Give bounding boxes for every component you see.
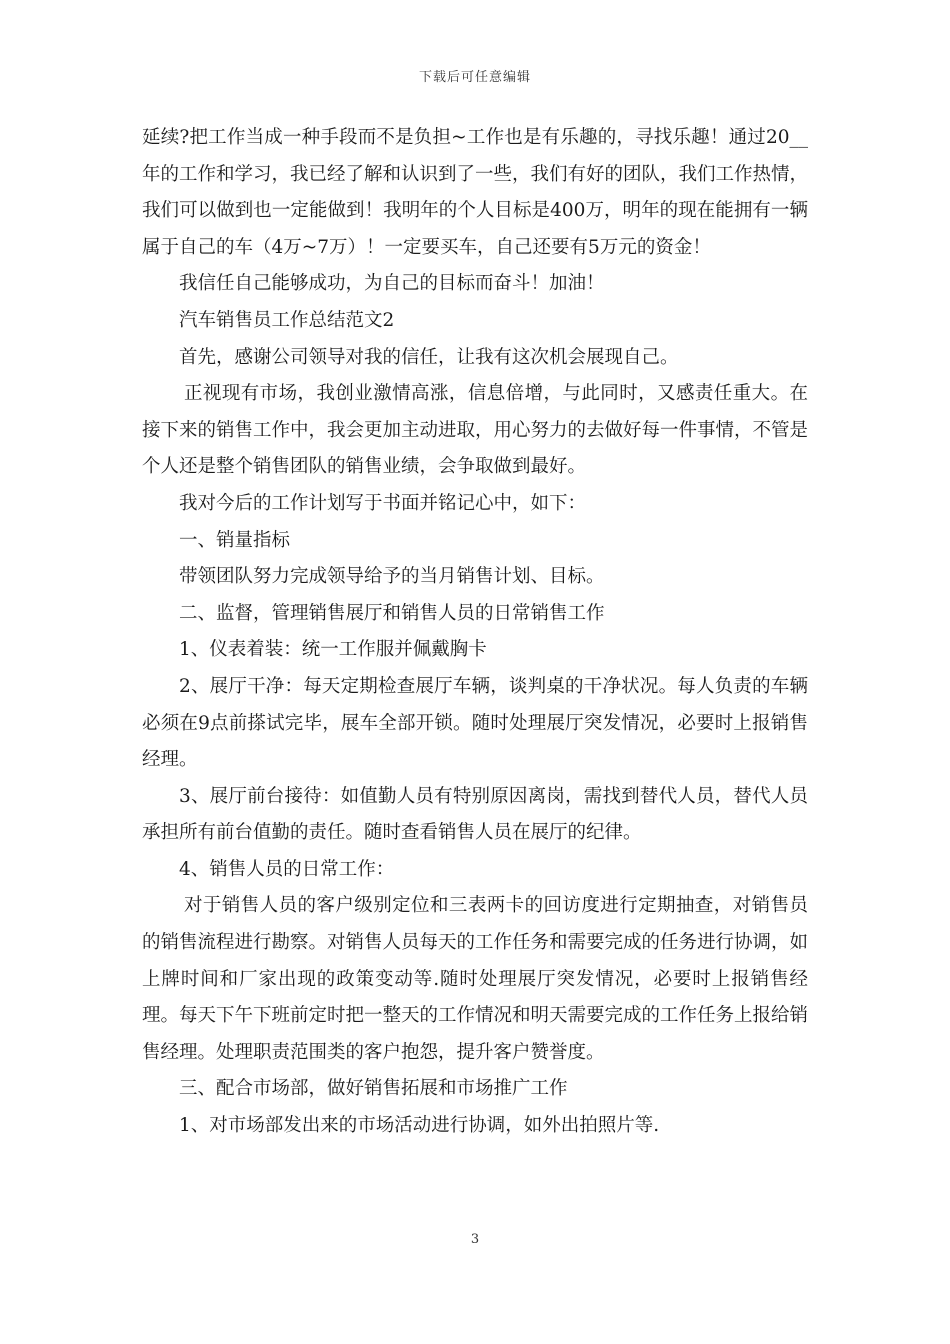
paragraph-confidence: 我信任自己能够成功，为自己的目标而奋斗！加油！ xyxy=(179,273,605,295)
list-item-showroom-clean: 2、展厅干净：每天定期检查展厅车辆，谈判桌的干净状况。每人负责的车辆必须在9点前搽试完毕，展车全部开锁。随时处理展厅突发情况，必要时上报销售经理。 xyxy=(142,675,808,771)
paragraph-plan-intro: 我对今后的工作计划写于书面并铭记心中，如下： xyxy=(179,492,587,514)
heading-sales-target: 一、销量指标 xyxy=(179,529,291,551)
page-number: 3 xyxy=(470,1232,480,1247)
list-item-marketing-activity: 1、对市场部发出来的市场活动进行协调，如外出拍照片等. xyxy=(179,1115,660,1137)
page-header: 下载后可任意编辑 xyxy=(418,70,531,85)
section-title: 汽车销售员工作总结范文2 xyxy=(179,309,395,331)
paragraph-market: 正视现有市场，我创业激情高涨，信息倍增，与此同时，又感责任重大。在接下来的销售工作中，我会更加主动进取，用心努力的去做好每一件事情，不管是个人还是整个销售团队的销售业绩，会争取做到最好。 xyxy=(142,383,809,478)
list-item-dress: 1、仪表着装：统一工作服并佩戴胸卡 xyxy=(179,639,487,661)
list-item-reception: 3、展厅前台接待：如值勤人员有特别原因离岗，需找到替代人员，替代人员承担所有前台值勤的责任。随时查看销售人员在展厅的纪律。 xyxy=(142,785,808,844)
document-body xyxy=(142,120,808,1145)
heading-marketing: 三、配合市场部，做好销售拓展和市场推广工作 xyxy=(179,1078,568,1100)
paragraph-lead-team: 带领团队努力完成领导给予的当月销售计划、目标。 xyxy=(179,566,605,588)
paragraph-daily-work-detail: 对于销售人员的客户级别定位和三表两卡的回访度进行定期抽查，对销售员的销售流程进行勘察。对销售人员每天的工作任务和需要完成的任务进行协调，如上牌时间和厂家出现的政策变动等.随时处理展厅突发情况，必要时上报销售经理。每天下午下班前定时把一整天的工作情况和明天需要完成的工作任务上报给销售经理。处理职责范围类的客户抱怨，提升客户赞誉度。 xyxy=(142,895,809,1063)
list-item-daily-work: 4、销售人员的日常工作： xyxy=(179,858,395,880)
paragraph-thanks: 首先，感谢公司领导对我的信任，让我有这次机会展现自己。 xyxy=(179,346,679,368)
heading-supervision: 二、监督，管理销售展厅和销售人员的日常销售工作 xyxy=(179,602,605,624)
paragraph-continuation: 延续?把工作当成一种手段而不是负担~工作也是有乐趣的，寻找乐趣！通过20__年的工作和学习，我已经了解和认识到了一些，我们有好的团队，我们工作热情，我们可以做到也一定能做到！我明年的个人目标是400万，明年的现在能拥有一辆属于自己的车（4万~7万）！一定要买车，自己还要有5万元的资金！ xyxy=(142,127,809,258)
